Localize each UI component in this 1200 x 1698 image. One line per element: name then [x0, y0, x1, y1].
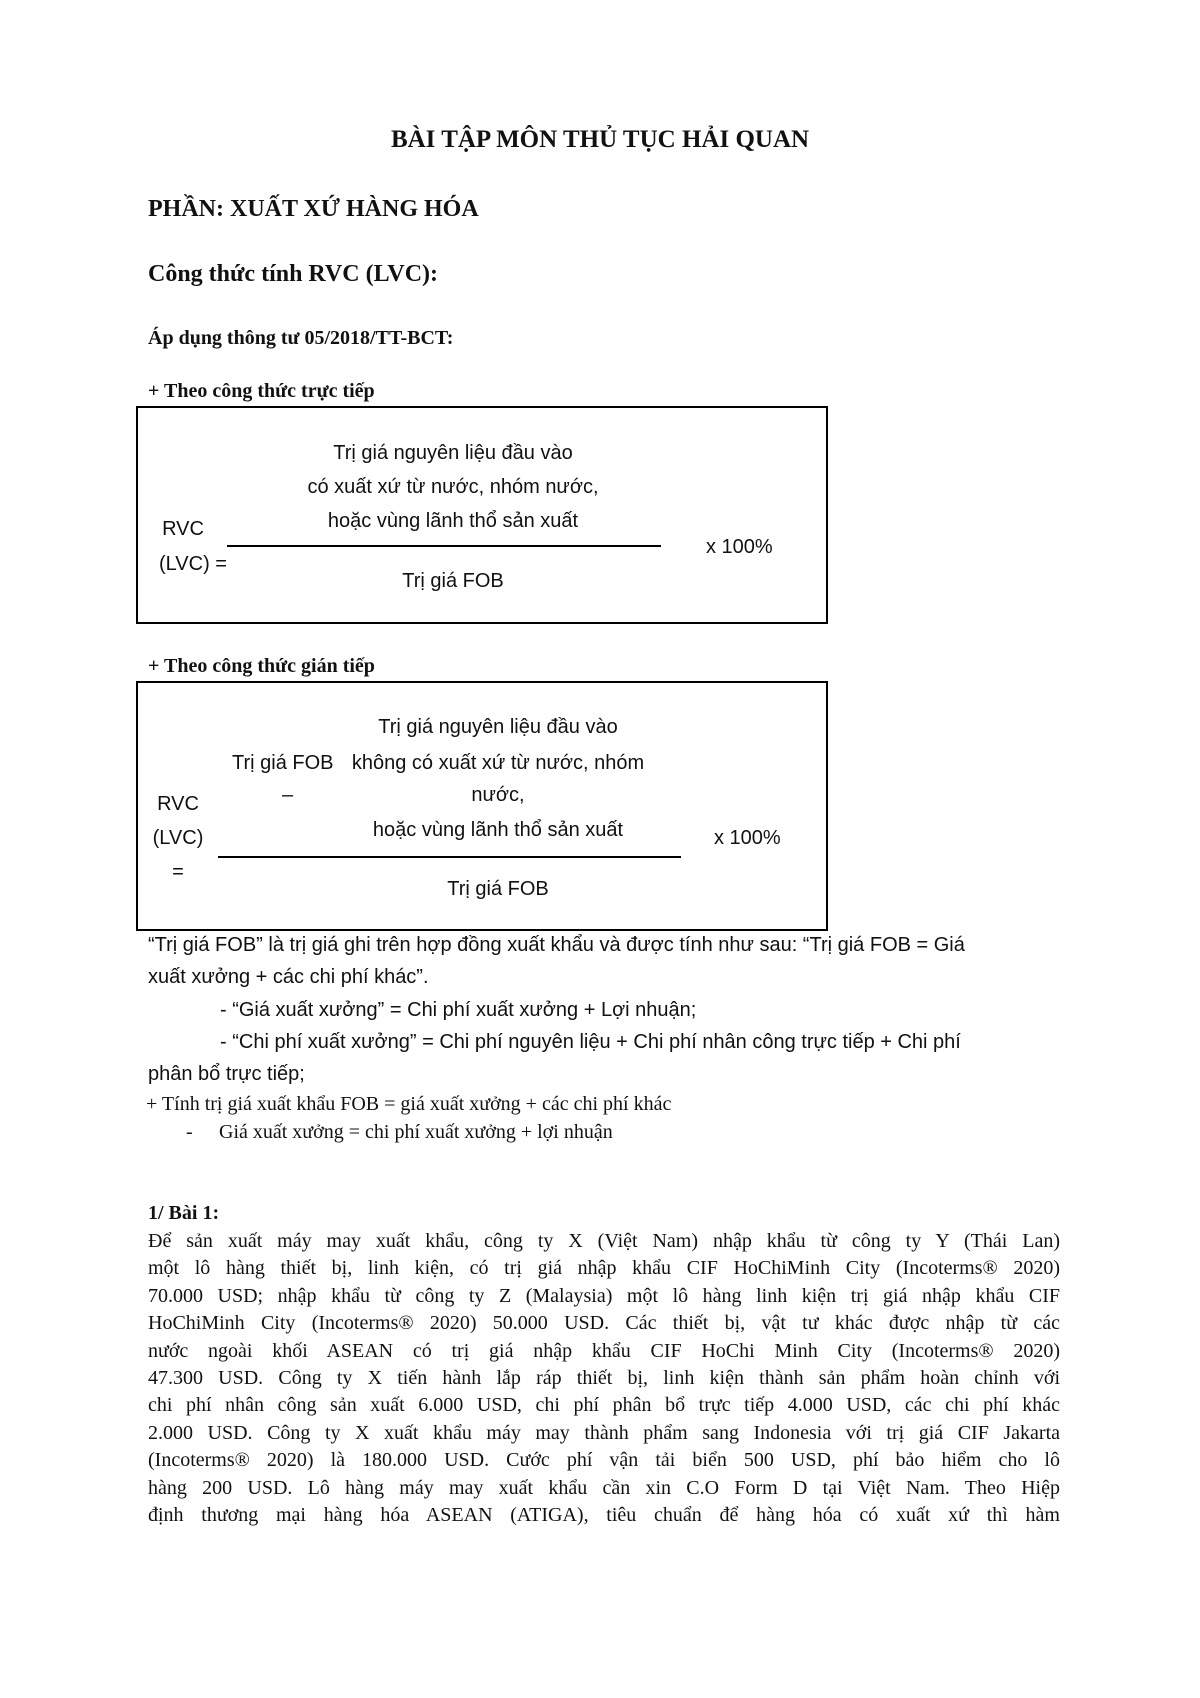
indirect-numerator-line1: Trị giá nguyên liệu đầu vào	[378, 716, 618, 738]
direct-denominator: Trị giá FOB	[402, 570, 504, 592]
exercise-line: Để sản xuất máy may xuất khẩu, công ty X (Việt Nam) nhập khẩu từ công ty Y (Thái Lan)	[148, 1230, 1060, 1252]
exercise-line: 47.300 USD. Công ty X tiến hành lắp ráp thiết bị, linh kiện thành sản phẩm hoàn chỉnh với	[148, 1366, 1060, 1389]
exercise-line: 70.000 USD; nhập khẩu từ công ty Z (Malaysia) một lô hàng linh kiện trị giá nhập khẩu CIF	[148, 1284, 1060, 1307]
direct-numerator-line1: Trị giá nguyên liệu đầu vào	[333, 442, 573, 464]
indirect-lhs-line1: RVC	[157, 793, 199, 815]
exercise-line: hàng 200 USD. Lô hàng máy may xuất khẩu cần xin C.O Form D tại Việt Nam. Theo Hiệp	[148, 1476, 1060, 1499]
direct-lhs-line2: (LVC) =	[159, 553, 227, 575]
indirect-formula-heading: + Theo công thức gián tiếp	[148, 655, 375, 677]
circular-reference: Áp dụng thông tư 05/2018/TT-BCT:	[148, 327, 454, 349]
factory-cost-line1: - “Chi phí xuất xưởng” = Chi phí nguyên liệu + Chi phí nhân công trực tiếp + Chi phí	[220, 1031, 961, 1053]
price-calculation: Giá xuất xưởng = chi phí xuất xưởng + lợi nhuận	[219, 1121, 613, 1143]
factory-price-note: - “Giá xuất xưởng” = Chi phí xuất xưởng + Lợi nhuận;	[220, 999, 697, 1021]
exercise-line: HoChiMinh City (Incoterms® 2020) 50.000 USD. Các thiết bị, vật tư khác được nhập từ các	[148, 1312, 1060, 1335]
direct-numerator-line3: hoặc vùng lãnh thổ sản xuất	[327, 510, 579, 532]
indirect-multiplier: x 100%	[714, 827, 781, 849]
indirect-lhs-line2: (LVC)	[152, 827, 204, 849]
indirect-fob-label: Trị giá FOB	[232, 752, 334, 774]
bullet-dash: -	[186, 1121, 193, 1143]
exercise-line: một lô hàng thiết bị, linh kiện, có trị giá nhập khẩu CIF HoChiMinh City (Incoterms® 2020)	[148, 1257, 1060, 1280]
direct-numerator-line2: có xuất xứ từ nước, nhóm nước,	[307, 476, 599, 498]
direct-formula-box	[136, 406, 828, 624]
direct-multiplier: x 100%	[706, 536, 773, 558]
indirect-numerator-line3: nước,	[471, 784, 525, 806]
exercise-line: 2.000 USD. Công ty X xuất khẩu máy may thành phẩm sang Indonesia với trị giá CIF Jakarta	[148, 1421, 1060, 1444]
factory-cost-line2: phân bổ trực tiếp;	[148, 1063, 305, 1085]
indirect-denominator: Trị giá FOB	[447, 878, 549, 900]
exercise-paragraph	[148, 1228, 1060, 1529]
fob-definition-line1: “Trị giá FOB” là trị giá ghi trên hợp đồng xuất khẩu và được tính như sau: “Trị giá FOB = Giá	[148, 934, 965, 956]
exercise-heading: 1/ Bài 1:	[148, 1202, 220, 1224]
exercise-line: nước ngoài khối ASEAN có trị giá nhập khẩu CIF HoChi Minh City (Incoterms® 2020)	[148, 1339, 1060, 1362]
indirect-numerator-line2: không có xuất xứ từ nước, nhóm	[351, 752, 645, 774]
exercise-line: chi phí nhân công sản xuất 6.000 USD, chi phí phân bổ trực tiếp 4.000 USD, các chi phí khác	[148, 1394, 1060, 1417]
indirect-numerator-line4: hoặc vùng lãnh thổ sản xuất	[372, 819, 624, 841]
section-heading: PHẦN: XUẤT XỨ HÀNG HÓA	[148, 196, 479, 222]
indirect-fraction-bar	[218, 856, 681, 858]
indirect-minus-sign: –	[282, 784, 294, 806]
exercise-line: định thương mại hàng hóa ASEAN (ATIGA), tiêu chuẩn để hàng hóa có xuất xứ thì hàm	[148, 1503, 1060, 1526]
indirect-lhs-line3: =	[172, 861, 184, 883]
exercise-line: (Incoterms® 2020) là 180.000 USD. Cước phí vận tải biển 500 USD, phí bảo hiểm cho lô	[148, 1449, 1060, 1472]
fob-calculation: + Tính trị giá xuất khẩu FOB = giá xuất xưởng + các chi phí khác	[146, 1093, 672, 1115]
direct-formula-heading: + Theo công thức trực tiếp	[148, 380, 375, 402]
direct-fraction-bar	[227, 545, 661, 547]
indirect-formula-box	[136, 681, 828, 931]
direct-lhs-line1: RVC	[162, 518, 204, 540]
page-title: BÀI TẬP MÔN THỦ TỤC HẢI QUAN	[390, 126, 810, 153]
formula-heading: Công thức tính RVC (LVC):	[148, 261, 439, 287]
fob-definition-line2: xuất xưởng + các chi phí khác”.	[148, 966, 429, 988]
